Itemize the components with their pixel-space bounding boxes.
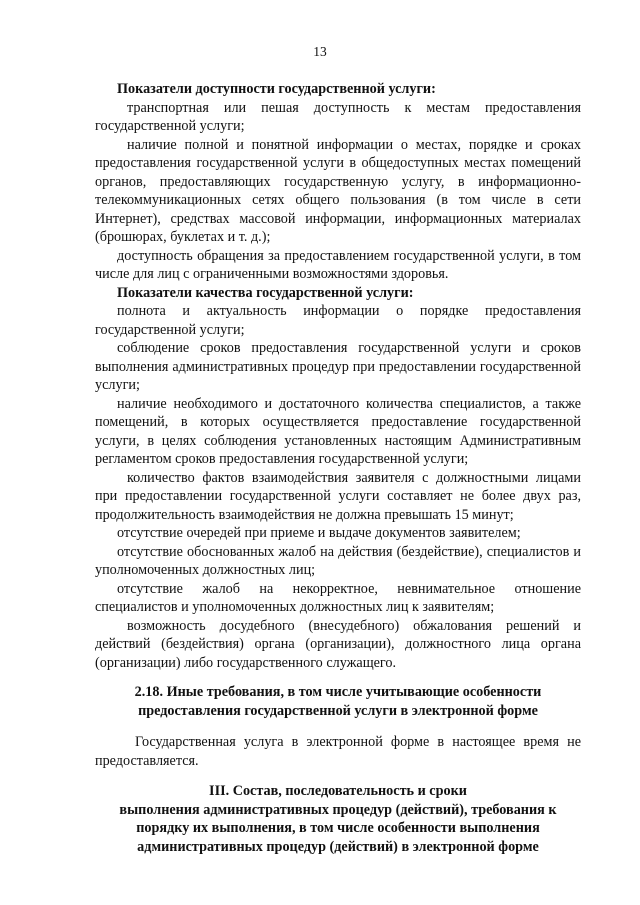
section-3-title-line: административных процедур (действий) в электронной форме [137,838,539,855]
availability-item: наличие полной и понятной информации о местах, порядке и сроках предоставления государственной услуги в общедоступных местах помещений органов, предоставляющих государственную услугу, в информационно-телекоммуникационных сетях общего пользования (в том числе в сети Интернет), средствах массовой информации, информационных материалах (брошюрах, буклетах и т. д.); [95,136,581,245]
section-3-title [95,782,581,856]
quality-item: количество фактов взаимодействия заявителя с должностными лицами при предоставлении государственной услуги составляет не более двух раз, продолжительность взаимодействия не должна превышать 15 минут; [95,469,581,523]
quality-item: отсутствие очередей при приеме и выдаче документов заявителем; [117,525,521,541]
section-3-title-line: порядку их выполнения, в том числе особенности выполнения [136,820,540,836]
quality-item: полнота и актуальность информации о порядке предоставления государственной услуги; [95,303,581,338]
availability-item: транспортная или пешая доступность к местам предоставления государственной услуги; [95,99,581,134]
section-3-title-line: выполнения административных процедур (действий), требования к [119,801,557,818]
quality-item: наличие необходимого и достаточного количества специалистов, а также помещений, в которых осуществляется предоставление государственной услуги, в целях соблюдения установленных настоящим Административным регламентом сроков предоставления государственной услуги; [95,395,581,467]
document-body [95,80,581,672]
quality-heading: Показатели качества государственной услуги: [117,284,414,301]
section-2-18-title-line: 2.18. Иные требования, в том числе учитывающие особенности [134,684,542,700]
section-2-18-paragraph: Государственная услуга в электронной форме в настоящее время не предоставляется. [95,734,581,769]
section-2-18-title [95,683,581,720]
section-3-title-line: III. Состав, последовательность и сроки [209,783,467,799]
availability-item: доступность обращения за предоставлением государственной услуги, в том числе для лиц с ограниченными возможностями здоровья. [95,247,581,282]
quality-item: отсутствие жалоб на некорректное, невнимательное отношение специалистов и уполномоченных должностных лиц к заявителям; [95,580,581,615]
quality-item: возможность досудебного (внесудебного) обжалования решений и действий (бездействия) органа (организации), должностного лица органа (организации) либо государственного служащего. [95,617,581,671]
page-number: 13 [313,44,327,59]
availability-heading: Показатели доступности государственной услуги: [117,81,436,97]
section-2-18-title-line: предоставления государственной услуги в электронной форме [138,702,538,719]
quality-item: соблюдение сроков предоставления государственной услуги и сроков выполнения административных процедур при предоставлении государственной услуги; [95,340,581,393]
quality-item: отсутствие обоснованных жалоб на действия (бездействие), специалистов и уполномоченных должностных лиц; [95,543,581,578]
